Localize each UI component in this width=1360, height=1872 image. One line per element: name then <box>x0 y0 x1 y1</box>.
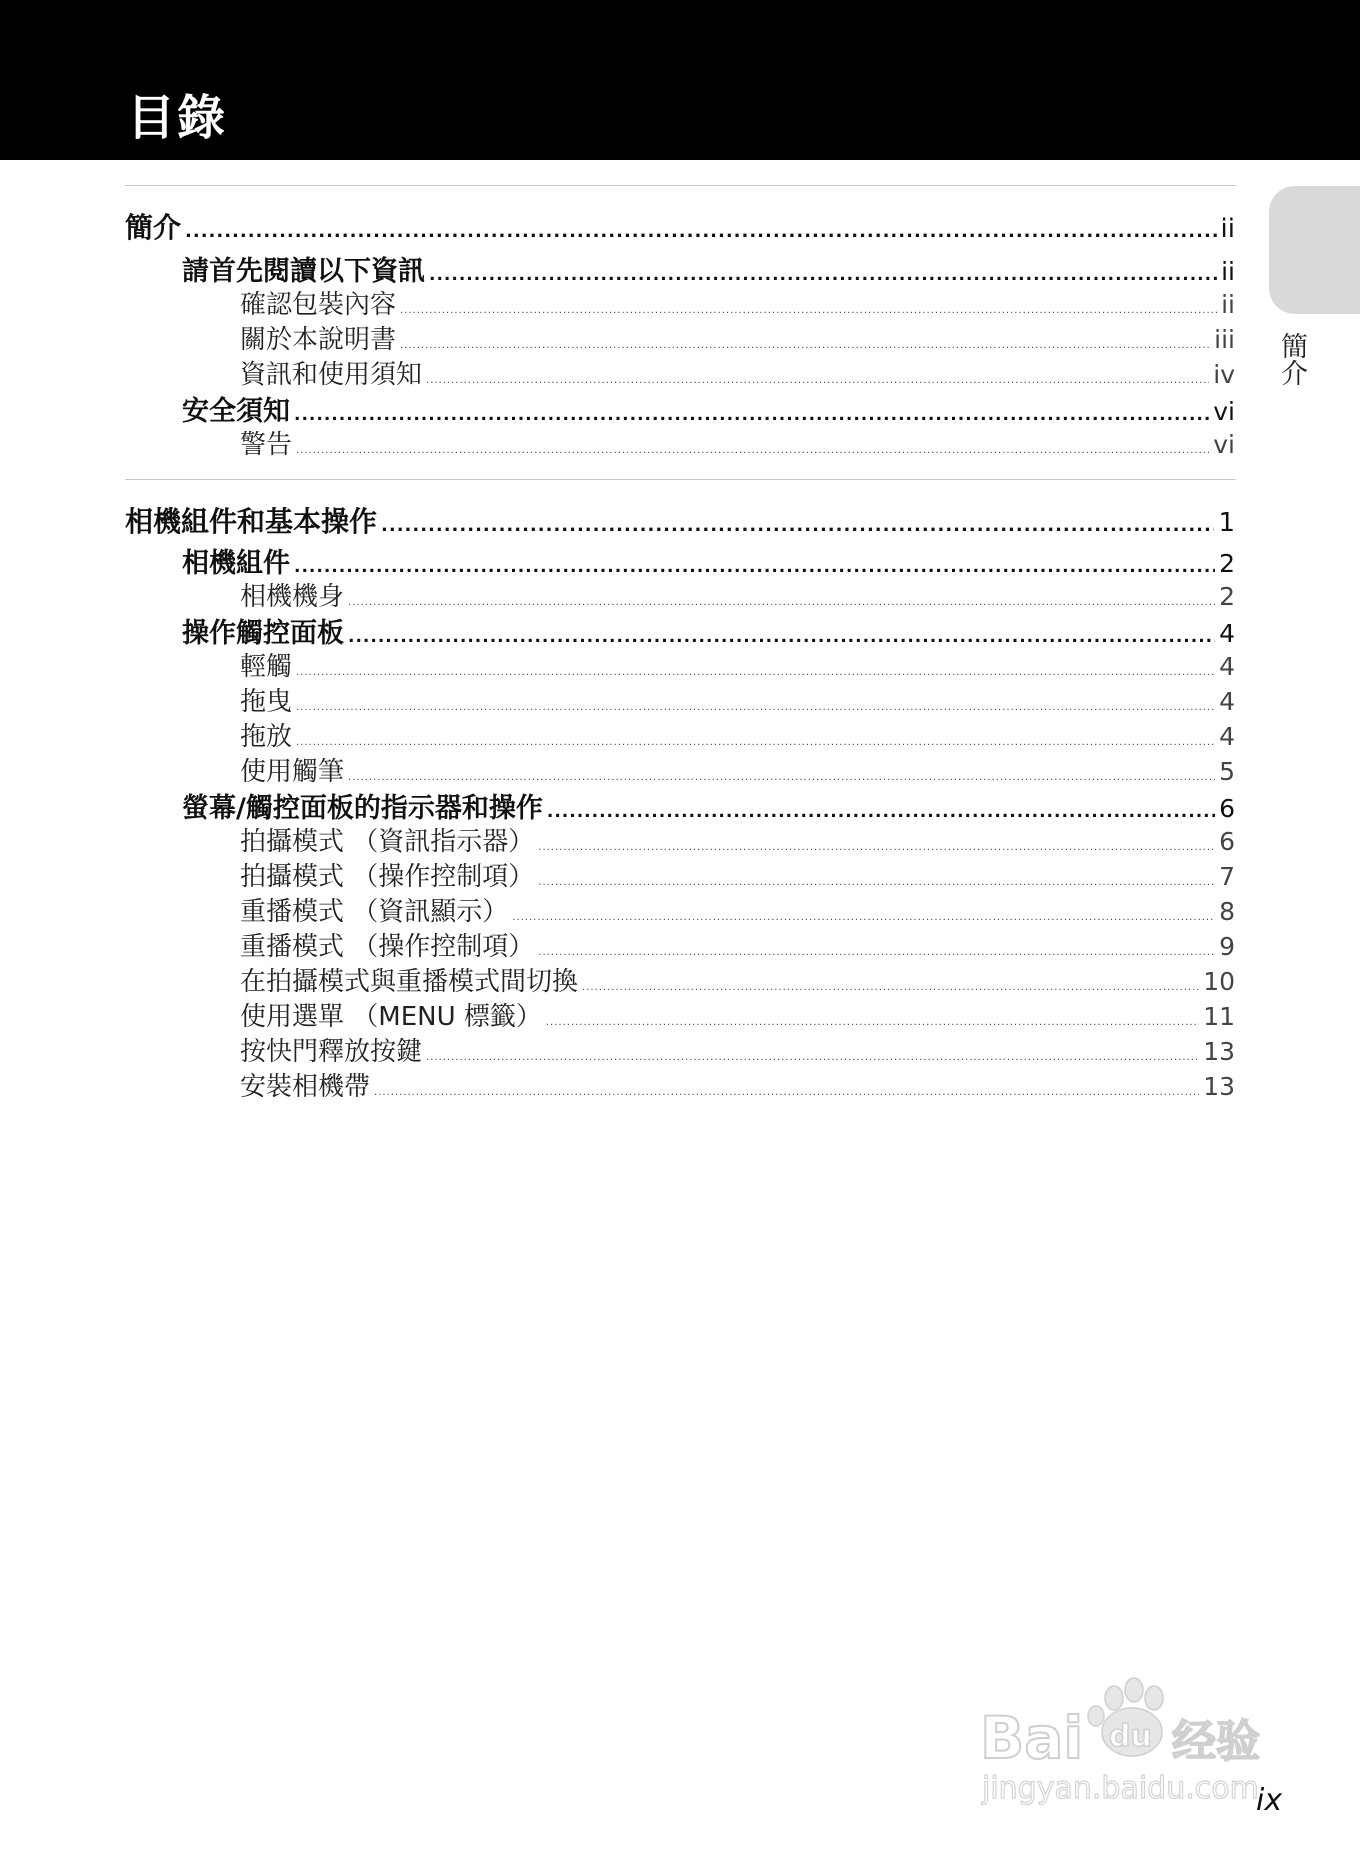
toc-entry[interactable] <box>240 646 1235 683</box>
toc-section-divider <box>125 479 1236 480</box>
toc-entry-title: 安全須知 <box>182 396 290 427</box>
toc-entry-page: 4 <box>1219 722 1235 751</box>
toc-leader-dots <box>538 947 1215 958</box>
toc-entry-title: 關於本說明書 <box>240 325 397 355</box>
toc-entry-page: 7 <box>1219 862 1235 891</box>
toc-entry-title: 相機機身 <box>240 582 345 612</box>
toc-entry-title: 拍攝模式 （操作控制項） <box>240 862 535 892</box>
toc-leader-dots <box>185 221 1217 242</box>
toc-entry[interactable] <box>182 541 1235 580</box>
toc-entry-page: vi <box>1213 430 1235 459</box>
toc-entry-page: ii <box>1221 290 1235 319</box>
toc-entry[interactable] <box>240 716 1235 753</box>
baidu-jingyan-watermark <box>972 1660 1272 1810</box>
toc-entry-page: 2 <box>1219 582 1235 611</box>
toc-entry-title: 相機組件 <box>182 548 290 579</box>
toc-entry-page: ii <box>1221 257 1235 286</box>
toc-leader-dots <box>374 1087 1199 1098</box>
toc-entry-title: 螢幕/觸控面板的指示器和操作 <box>182 793 543 824</box>
watermark-url: jingyan.baidu.com <box>982 1771 1259 1806</box>
toc-leader-dots <box>296 445 1209 456</box>
toc-entry[interactable] <box>182 249 1235 288</box>
watermark-brand: Bai <box>980 1704 1084 1772</box>
toc-leader-dots <box>547 802 1215 822</box>
toc-leader-dots <box>426 1052 1199 1063</box>
toc-entry-title: 警告 <box>240 430 293 460</box>
toc-entry-title: 重播模式 （操作控制項） <box>240 932 535 962</box>
toc-entry-title: 在拍攝模式與重播模式間切換 <box>240 967 579 997</box>
toc-entry-page: 6 <box>1219 827 1235 856</box>
toc-entry-page: 1 <box>1218 508 1235 538</box>
toc-entry[interactable] <box>182 389 1235 428</box>
toc-entry-page: ii <box>1220 214 1235 244</box>
toc-entry-page: 11 <box>1203 1002 1235 1031</box>
toc-entry-page: 6 <box>1219 794 1235 823</box>
side-tab-label: 簡介 <box>1276 332 1307 386</box>
toc-leader-dots <box>429 265 1217 285</box>
toc-entry-title: 輕觸 <box>240 652 293 682</box>
toc-entry[interactable] <box>240 1066 1235 1103</box>
toc-entry[interactable] <box>240 354 1235 391</box>
toc-leader-dots <box>381 515 1214 536</box>
section-side-tab[interactable] <box>1269 186 1360 314</box>
toc-leader-dots <box>294 405 1209 425</box>
toc-entry[interactable] <box>240 576 1235 613</box>
toc-entry[interactable] <box>240 681 1235 718</box>
toc-entry[interactable] <box>182 611 1235 650</box>
toc-entry[interactable] <box>240 996 1235 1033</box>
toc-entry[interactable] <box>125 500 1235 540</box>
toc-leader-dots <box>582 982 1199 993</box>
toc-entry-page: 5 <box>1219 757 1235 786</box>
toc-entry[interactable] <box>240 284 1235 321</box>
toc-entry-page: 13 <box>1203 1037 1235 1066</box>
toc-entry-title: 請首先閱讀以下資訊 <box>182 256 425 287</box>
toc-entry[interactable] <box>240 961 1235 998</box>
toc-entry-page: iv <box>1213 360 1235 389</box>
toc-leader-dots <box>296 702 1215 713</box>
toc-leader-dots <box>296 667 1215 678</box>
toc-entry-page: 13 <box>1203 1072 1235 1101</box>
toc-entry-page: 4 <box>1219 619 1235 648</box>
toc-entry-page: 4 <box>1219 687 1235 716</box>
watermark-brand-cn: 经验 <box>1172 1716 1260 1767</box>
toc-entry-title: 拖曳 <box>240 687 293 717</box>
toc-leader-dots <box>348 597 1215 608</box>
page-title: 目錄 <box>127 90 228 146</box>
toc-leader-dots <box>294 557 1215 577</box>
toc-entry-title: 確認包裝內容 <box>240 290 397 320</box>
toc-entry-title: 拍攝模式 （資訊指示器） <box>240 827 535 857</box>
toc-leader-dots <box>426 375 1209 386</box>
toc-leader-dots <box>546 1017 1199 1028</box>
toc-entry-page: vi <box>1213 397 1235 426</box>
toc-section-divider <box>125 185 1236 186</box>
toc-entry-title: 相機組件和基本操作 <box>125 505 378 538</box>
toc-entry-title: 操作觸控面板 <box>182 618 344 649</box>
toc-entry[interactable] <box>240 424 1235 461</box>
toc-entry-title: 資訊和使用須知 <box>240 360 423 390</box>
toc-leader-dots <box>296 737 1215 748</box>
toc-entry[interactable] <box>240 926 1235 963</box>
toc-entry-title: 安裝相機帶 <box>240 1072 371 1102</box>
toc-entry-page: 8 <box>1219 897 1235 926</box>
toc-entry[interactable] <box>125 206 1235 246</box>
toc-entry[interactable] <box>240 856 1235 893</box>
toc-entry-title: 重播模式 （資訊顯示） <box>240 897 509 927</box>
toc-entry-page: 2 <box>1219 549 1235 578</box>
toc-entry-title: 使用觸筆 <box>240 757 345 787</box>
toc-leader-dots <box>400 340 1210 351</box>
toc-leader-dots <box>348 627 1215 647</box>
toc-leader-dots <box>538 877 1215 888</box>
toc-entry[interactable] <box>240 891 1235 928</box>
toc-entry-title: 使用選單 （MENU 標籤） <box>240 1002 542 1032</box>
toc-entry[interactable] <box>240 751 1235 788</box>
toc-entry[interactable] <box>240 821 1235 858</box>
toc-entry[interactable] <box>240 1031 1235 1068</box>
toc-leader-dots <box>400 305 1217 316</box>
page-number: ix <box>1256 1783 1283 1818</box>
toc-entry-page: 4 <box>1219 652 1235 681</box>
toc-leader-dots <box>538 842 1215 853</box>
watermark-brand-paw: du <box>1109 1719 1152 1754</box>
toc-entry-title: 拖放 <box>240 722 293 752</box>
toc-entry-page: 10 <box>1203 967 1235 996</box>
toc-leader-dots <box>512 912 1215 923</box>
toc-entry-title: 簡介 <box>125 211 182 244</box>
toc-leader-dots <box>348 772 1215 783</box>
toc-entry-page: 9 <box>1219 932 1235 961</box>
toc-entry-page: iii <box>1214 325 1235 354</box>
toc-entry[interactable] <box>182 786 1235 825</box>
toc-entry-title: 按快門釋放按鍵 <box>240 1037 423 1067</box>
toc-entry[interactable] <box>240 319 1235 356</box>
